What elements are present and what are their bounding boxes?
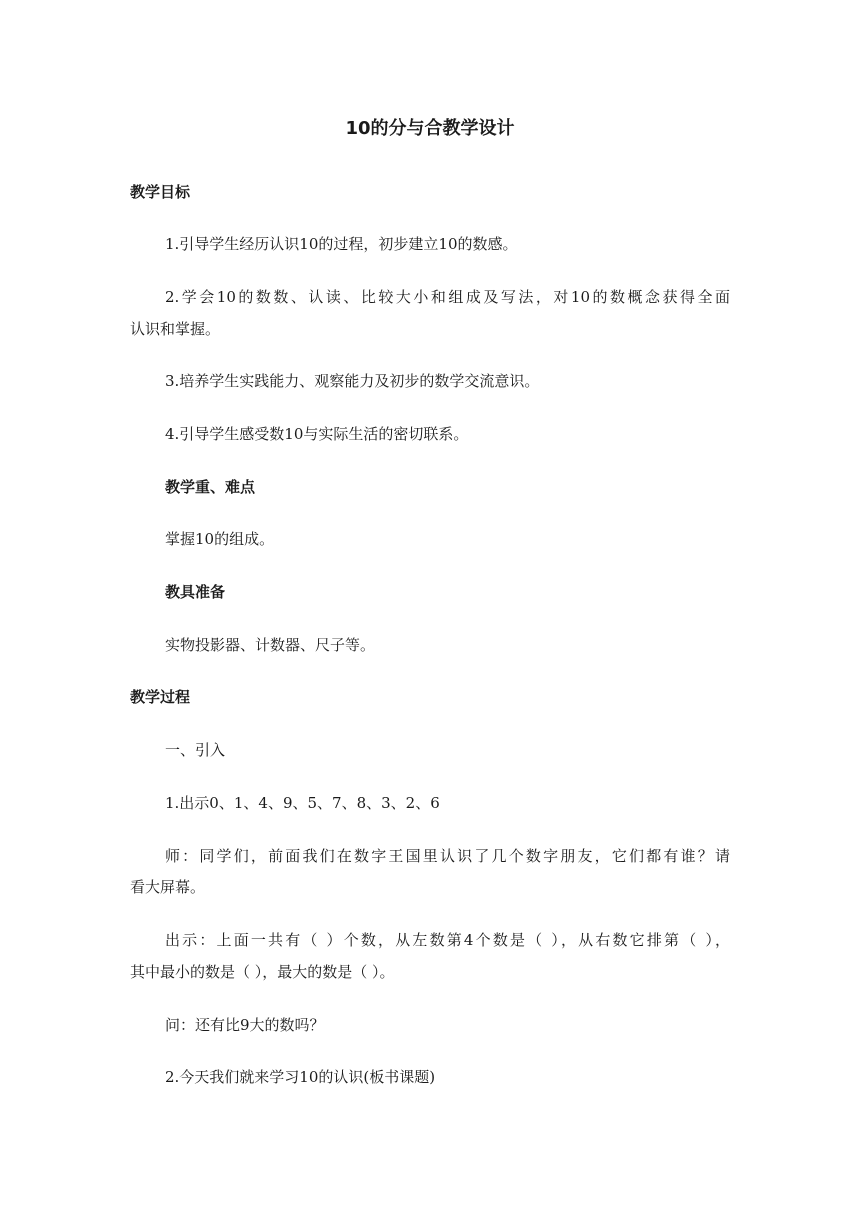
objectives-heading: 教学目标 — [130, 183, 191, 201]
tools-text: 实物投影器、计数器、尺子等。 — [165, 636, 376, 654]
teacher-dialogue-line-2: 看大屏幕。 — [130, 878, 206, 896]
objective-item-4: 4.引导学生感受数10与实际生活的密切联系。 — [165, 425, 469, 443]
process-step-1: 1.出示0、1、4、9、5、7、8、3、2、6 — [165, 794, 440, 812]
process-heading: 教学过程 — [130, 688, 191, 706]
objective-item-2-continued: 认识和掌握。 — [130, 320, 221, 338]
process-step-2: 2.今天我们就来学习10的认识(板书课题) — [165, 1068, 436, 1086]
document-title: 10的分与合教学设计 — [345, 118, 515, 139]
objective-item-2: 2.学会10的数数、认读、比较大小和组成及写法，对10的数概念获得全面 — [165, 288, 730, 306]
tools-heading: 教具准备 — [165, 583, 226, 601]
show-prompt-line-2: 其中最小的数是（ ），最大的数是（ ）。 — [130, 963, 395, 981]
key-points-heading: 教学重、难点 — [165, 478, 256, 496]
objective-item-1: 1.引导学生经历认识10的过程，初步建立10的数感。 — [165, 235, 518, 253]
show-prompt-line-1: 出示：上面一共有（ ）个数，从左数第4个数是（ ），从右数它排第（ ）， — [165, 931, 730, 949]
process-part-1: 一、引入 — [165, 741, 226, 759]
key-points-text: 掌握10的组成。 — [165, 530, 275, 548]
question-text: 问：还有比9大的数吗？ — [165, 1016, 325, 1034]
objective-item-3: 3.培养学生实践能力、观察能力及初步的数学交流意识。 — [165, 372, 540, 390]
teacher-dialogue-line-1: 师：同学们，前面我们在数字王国里认识了几个数字朋友，它们都有谁？请 — [165, 847, 730, 865]
